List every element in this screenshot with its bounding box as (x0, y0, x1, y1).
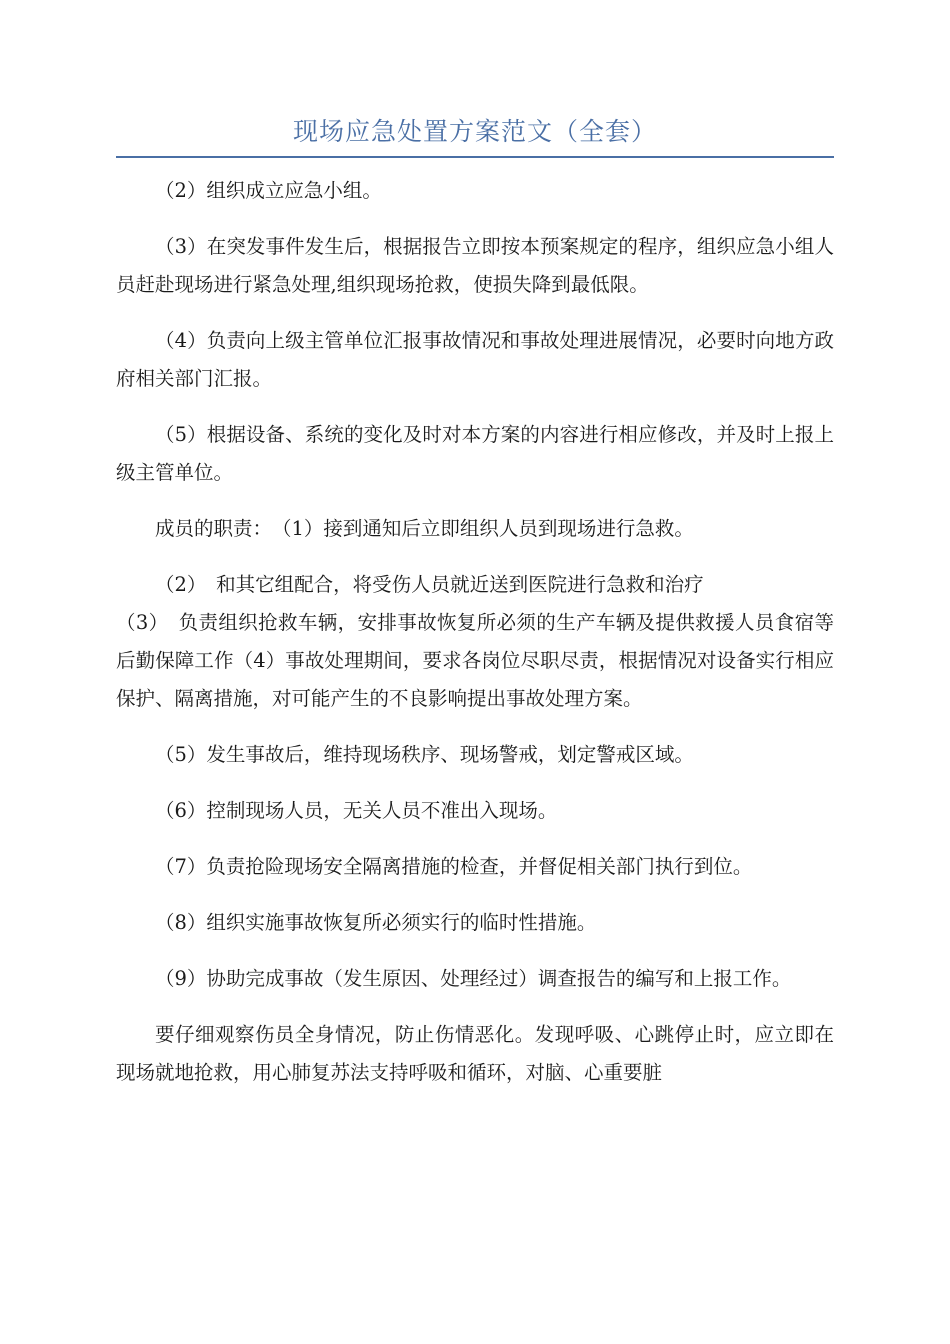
document-title: 现场应急处置方案范文（全套） (292, 117, 657, 146)
paragraph: （3）在突发事件发生后，根据报告立即按本预案规定的程序，组织应急小组人员赶赴现场进行紧急处理,组织现场抢救，使损失降到最低限。 (116, 235, 834, 296)
paragraph: （2） 和其它组配合，将受伤人员就近送到医院进行急救和治疗 (155, 573, 704, 596)
paragraph: （5）发生事故后，维持现场秩序、现场警戒，划定警戒区域。 (155, 743, 694, 766)
paragraph: （3） 负责组织抢救车辆，安排事故恢复所必须的生产车辆及提供救援人员食宿等后勤保障工作（4）事故处理期间，要求各岗位尽职尽责，根据情况对设备实行相应保护、隔离措施，对可能产生的不良影响提出事故处理方案。 (116, 611, 834, 710)
paragraph: （4）负责向上级主管单位汇报事故情况和事故处理进展情况，必要时向地方政府相关部门汇报。 (116, 329, 834, 390)
paragraph: （6）控制现场人员，无关人员不准出入现场。 (155, 799, 558, 822)
page-header (116, 112, 834, 158)
paragraph: （2）组织成立应急小组。 (155, 179, 382, 202)
paragraph: （9）协助完成事故（发生原因、处理经过）调查报告的编写和上报工作。 (155, 967, 792, 990)
document-body (116, 172, 834, 1110)
paragraph: 成员的职责： （1）接到通知后立即组织人员到现场进行急救。 (155, 517, 694, 540)
paragraph: （8）组织实施事故恢复所必须实行的临时性措施。 (155, 911, 597, 934)
paragraph: （7）负责抢险现场安全隔离措施的检查，并督促相关部门执行到位。 (155, 855, 753, 878)
paragraph: （5）根据设备、系统的变化及时对本方案的内容进行相应修改，并及时上报上级主管单位。 (116, 423, 834, 484)
paragraph: 要仔细观察伤员全身情况，防止伤情恶化。发现呼吸、心跳停止时，应立即在现场就地抢救，用心肺复苏法支持呼吸和循环，对脑、心重要脏 (116, 1023, 834, 1084)
